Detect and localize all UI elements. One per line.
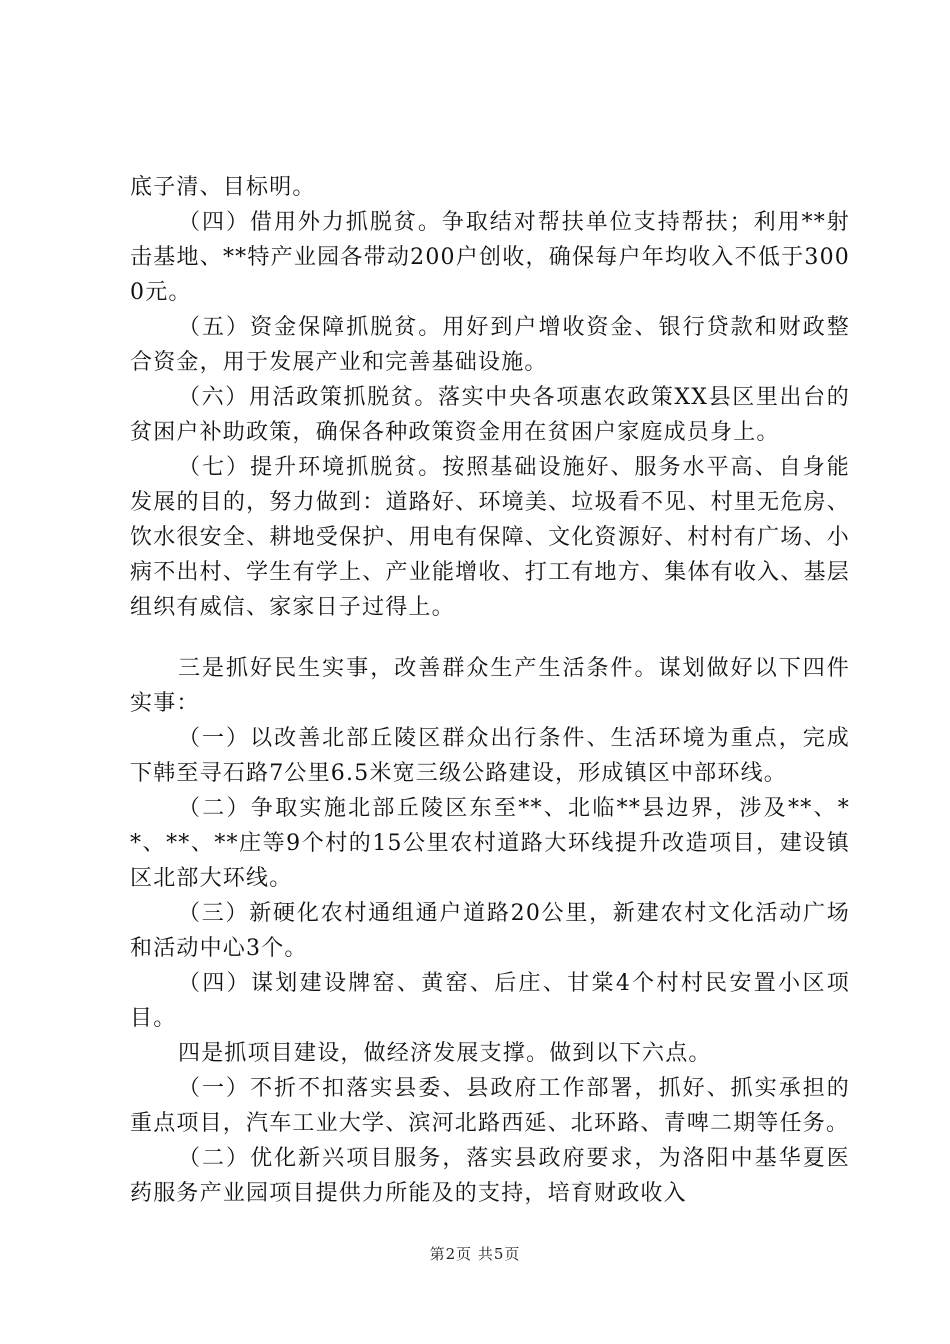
paragraph-item-5-funding: （五）资金保障抓脱贫。用好到户增收资金、银行贷款和财政整合资金，用于发展产业和完善基础设施。 [130,315,850,375]
paragraph-item-4-external-help: （四）借用外力抓脱贫。争取结对帮扶单位支持帮扶；利用**射击基地、**特产业园各带动200户创收，确保每户年均收入不低于3000元。 [130,210,850,305]
paragraph-section-3-heading: 三是抓好民生实事，改善群众生产生活条件。谋划做好以下四件实事： [130,656,850,716]
document-body [130,170,850,1211]
paragraph-gap [130,625,850,651]
page-number-footer: 第2页 共5页 [429,1245,521,1263]
paragraph-section-4-heading: 四是抓项目建设，做经济发展支撑。做到以下六点。 [178,1041,712,1066]
paragraph-section-3-item-3: （三）新硬化农村通组通户道路20公里，新建农村文化活动广场和活动中心3个。 [130,901,850,961]
paragraph-section-4-item-1: （一）不折不扣落实县委、县政府工作部署，抓好、抓实承担的重点项目，汽车工业大学、滨河北路西延、北环路、青啤二期等任务。 [130,1076,850,1136]
paragraph-section-3-item-2: （二）争取实施北部丘陵区东至**、北临**县边界，涉及**、**、**、**庄等9个村的15公里农村道路大环线提升改造项目，建设镇区北部大环线。 [130,796,850,891]
paragraph-item-6-policy: （六）用活政策抓脱贫。落实中央各项惠农政策XX县区里出台的贫困户补助政策，确保各种政策资金用在贫困户家庭成员身上。 [130,385,850,445]
paragraph-section-4-item-2: （二）优化新兴项目服务，落实县政府要求，为洛阳中基华夏医药服务产业园项目提供力所能及的支持，培育财政收入 [130,1146,850,1206]
paragraph-section-3-item-4: （四）谋划建设牌窑、黄窑、后庄、甘棠4个村村民安置小区项目。 [130,971,850,1031]
paragraph-item-7-environment: （七）提升环境抓脱贫。按照基础设施好、服务水平高、自身能发展的目的，努力做到：道路好、环境美、垃圾看不见、村里无危房、饮水很安全、耕地受保护、用电有保障、文化资源好、村村有广场、小病不出村、学生有学上、产业能增收、打工有地方、集体有收入、基层组织有威信、家家日子过得上。 [130,455,850,620]
paragraph-continuation: 底子清、目标明。 [130,175,316,200]
paragraph-section-3-item-1: （一）以改善北部丘陵区群众出行条件、生活环境为重点，完成下韩至寻石路7公里6.5米宽三级公路建设，形成镇区中部环线。 [130,726,850,786]
